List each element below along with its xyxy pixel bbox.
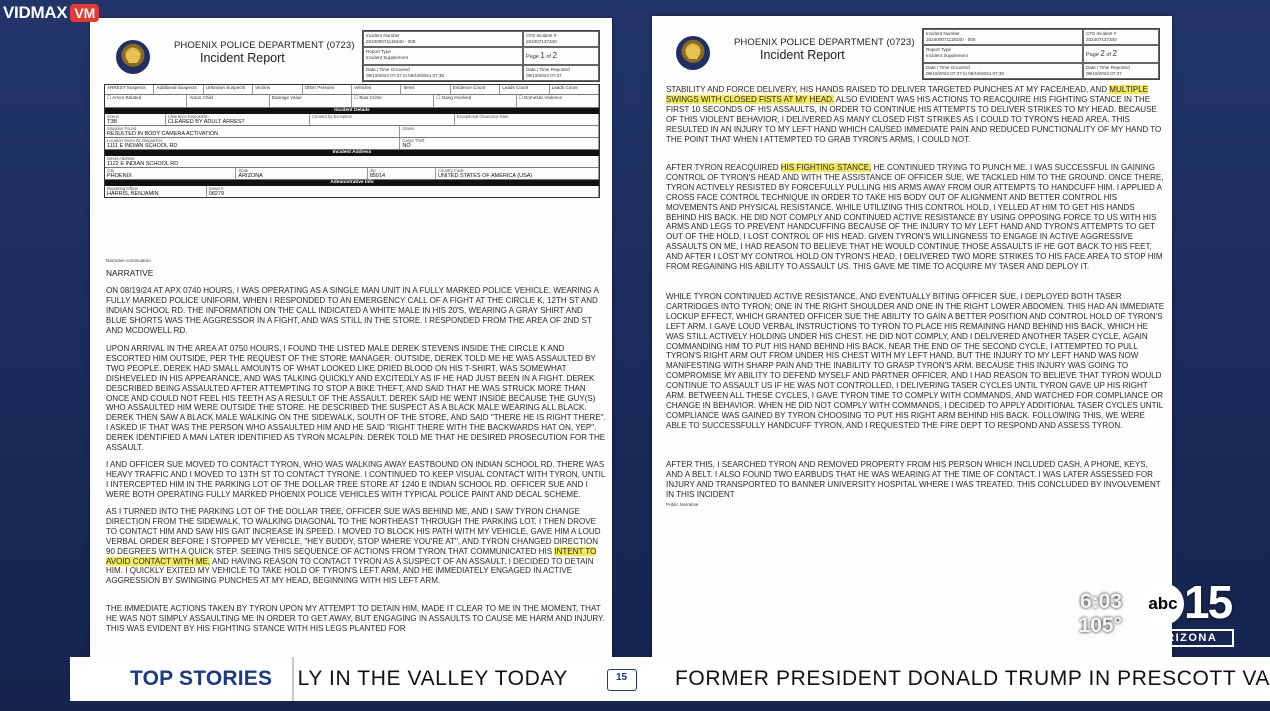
gang-involved-check: ☐ Gang Involved [434, 95, 516, 107]
phoenix-police-seal-icon [116, 40, 150, 74]
narrative-paragraph: WHILE TYRON CONTINUED ACTIVE RESISTANCE, AND EVENTUALLY BITING OFFICER SUE, I DEPLOYED BOTH TASER CARTRIDGES INTO TYRON; ONE IN THE RIGHT SHOULDER AND ONE IN THE RIGHT LOWER ABDOMEN. THIS HAD AN IMMEDIATE LOCKUP EFFECT, WHICH GRANTED OFFICER SUE THE ABILITY TO GAIN A BETTER POSITION AND CONTROL HOLD OF TYRON'S LEFT ARM. I GAVE LOUD VERBAL INSTRUCTIONS TO TYRON TO PLACE HIS REMAINING HAND BEHIND HIS BACK, WHICH HE WAS STILL ACTIVELY HOLDING UNDER HIS CHEST. HE DID NOT COMPLY, AND I DELIVERED ANOTHER TASER CYCLE, AGAIN COMMANDING HIM TO PUT HIS HAND BEHIND HIS BACK. NEAR THE END OF THE SECOND CYCLE, I ATTEMPTED TO PULL TYRON'S RIGHT ARM OUT FROM UNDER HIS CHEST WITH MY LEFT HAND, BUT THE INJURY TO MY LEFT HAND WAS NOW MANIFESTING WITH SHARP PAIN AND THE INABILITY TO GRASP TYRON'S ARM. BECAUSE THIS INJURY WAS GOING TO COMPROMISE MY ABILITY TO DEFEND MYSELF AND PARTNER OFFICER, AND I HAD REASON TO BELIEVE THAT TYRON WOULD CONTINUE TO ASSAULT US IF HE WAS NOT CONTROLLED, I DELIVERING TASER CYCLES UNTIL TYRON GAVE UP HIS RIGHT ARM. BETWEEN ALL THESE CYCLES, I GAVE TYRON TIME TO COMPLY WITH COMMANDS, AND WATCHED FOR COMPLIANCE OR CHANGE IN BEHAVIOR. WHEN HE DID NOT COMPLY WITH COMMANDS, I DECIDED TO APPLY ADDITIONAL TASER CYCLES UNTIL COMPLIANCE WAS GAINED BY TYRON CHOOSING TO PUT HIS RIGHT ARM BEHIND HIS BACK. FOLLOWING THIS, WE WERE ABLE TO SUCCESSFULLY HANDCUFF TYRON, AND I REQUESTED THE FIRE DEPT TO RESPOND AND ASSESS TYRON. [666, 292, 1165, 430]
scene-label: Scene [107, 114, 119, 119]
city-label: City [107, 168, 115, 173]
time-temp [1079, 590, 1122, 638]
abc-icon: abc [1142, 583, 1184, 625]
date-label: Date / Time Occurred [366, 67, 410, 72]
vidmax-logo [0, 0, 99, 26]
phoenix-police-seal-icon [676, 36, 710, 70]
report-title: Incident Report [760, 48, 845, 62]
narrative-paragraph [666, 85, 1166, 144]
date-label: Date / Time Occurred [926, 65, 970, 70]
gang-involved-label: Gang Involved [441, 95, 472, 100]
scene-value: T3B [107, 118, 118, 125]
page-total: 2 [1112, 49, 1117, 58]
state-value: ARIZONA [238, 172, 263, 179]
cleared-by-label: Cleared by Exception [312, 114, 352, 119]
cfs-number: 202407137340 [526, 39, 557, 44]
narrative-paragraph: UPON ARRIVAL IN THE AREA AT 0750 HOURS, I FOUND THE LISTED MALE DEREK STEVENS INSIDE THE CIRCLE K AND ESCORTED HIM OUTSIDE, PER THE REQUEST OF THE STORE MANAGER. OUTSIDE, DEREK TOLD ME HE WAS ASSAULTED BY TWO PEOPLE. DEREK HAD SMALL AMOUNTS OF WHAT LOOKED LIKE DRIED BLOOD ON HIS T-SHIRT, WAS SOMEWHAT DISHEVELED IN HIS APPEARANCE, AND WAS TALKING QUICKLY AND EXCITEDLY AS IF HE HAD JUST BEEN IN A FIGHT. DEREK DESCRIBED BEING ASSAULTED AFTER ATTEMPTING TO STOP A BIKE THEFT, AND SAID THAT HE WAS STRUCK MORE THAN ONCE AND COULD NOT FEEL HIS TEETH AS A RESULT OF THE ASSAULT. DEREK SAID HE WENT INSIDE BECAUSE THE GUY(S) WHO ASSAULTED HIM WERE OUTSIDE THE STORE. HE DESCRIBED THE SUSPECT AS A BLACK MALE WEARING ALL BLACK. DEREK THEN SAW A BLACK MALE WALKING ON THE SIDEWALK, SOUTH OF THE STORE, AND SAID "THERE HE IS RIGHT THERE". I ASKED IF THAT WAS THE PERSON WHO ASSAULTED HIM AND HE SAID "RIGHT THERE WITH THE BACKWARDS HAT ON, YEP". DEREK IDENTIFIED A MAN LATER IDENTIFIED AS TYRON MCALPIN. DEREK TOLD ME THAT HE DESIRED PROSECUTION FOR THE ASSAULT. [106, 344, 606, 453]
zip-value: 85014 [369, 172, 386, 179]
narrative-paragraph: AFTER THIS, I SEARCHED TYRON AND REMOVED PROPERTY FROM HIS PERSON WHICH INCLUDED CASH, A PHONE, KEYS, AND A BELT. I ALSO FOUND TWO EARBUDS THAT HE WAS WEARING AT THE TIME OF CONTACT. I WAS LATER ASSESSED FOR INJURY AND TRANSPORTED TO BANNER UNIVERSITY HOSPITAL WHERE I WAS TREATED. THIS CONCLUDED BY INVOLVEMENT IN THIS INCIDENT [666, 460, 1161, 499]
ticker-headline: LY IN THE VALLEY TODAY [297, 666, 569, 690]
narrative-continuation-label: Narrative continuation [106, 258, 151, 263]
date-to: to [963, 71, 967, 76]
dispatch-value: 1111 E INDIAN SCHOOL RD [107, 142, 178, 149]
incident-details-bar: Incident Details [105, 108, 599, 114]
form-tab: Leads Count [500, 85, 549, 94]
date-value-2: 08/19/2024 07:38 [408, 73, 444, 78]
form-tab: ARREST Suspects [105, 85, 154, 94]
incident-address-bar: Incident Address [105, 150, 599, 156]
report-header-box [362, 30, 600, 82]
brand-badge: VM [70, 4, 99, 22]
of-label: of [546, 54, 551, 60]
report-type: Incident Supplement [926, 53, 968, 58]
form-tab: Other Persons [303, 85, 352, 94]
reported-label: Date / Time Reported [1086, 65, 1130, 70]
serial-value: 08279 [208, 190, 225, 197]
of-label: of [1106, 52, 1111, 58]
abc15-mini-logo-icon [607, 669, 637, 691]
situation-label: Situation Found [107, 126, 137, 131]
page-label: Page [526, 54, 539, 60]
reported-value: 08/19/2024 07:37 [1086, 71, 1122, 76]
status-label: Status [402, 126, 415, 131]
reported-label: Date / Time Reported [526, 67, 570, 72]
page-total: 2 [552, 51, 557, 60]
form-tab: Additional Suspects [154, 85, 203, 94]
highlighted-text: INTENT TO AVOID CONTACT WITH ME, [106, 546, 597, 566]
narrative-paragraph: ON 08/19/24 AT APX 0740 HOURS, I WAS OPERATING AS A SINGLE MAN UNIT IN A FULLY MARKED POLICE VEHICLE, WEARING A FULLY MARKED POLICE UNIFORM, WHEN I RESPONDED TO AN EMERGENCY CALL OF A FIGHT AT THE CIRCLE K, 12TH ST AND INDIAN SCHOOL RD. THE INFORMATION ON THE CALL INDICATED A WHITE MALE IN HIS 20'S, WEARING A GRAY SHIRT AND BLUE SHORTS WAS THE AGGRESSOR IN A FIGHT, AND WAS STILL IN THE STORE. I RESPONDED FROM THE AREA OF 2ND ST AND MCDOWELL RD. [106, 286, 599, 335]
street-label: Street Address [107, 156, 135, 161]
station-bug [1078, 576, 1232, 647]
narrative-paragraph: I AND OFFICER SUE MOVED TO CONTACT TYRON, WHO WAS WALKING AWAY EASTBOUND ON INDIAN SCHOOL RD. THERE WAS HEAVY TRAFFIC AND I MOVED TO 13TH ST TO CONTACT TYRONE. I CONTINUED TO KEEP VISUAL CONTACT WITH TYRON, UNTIL I INTERCEPTED HIM IN THE PARKING LOT OF THE DOLLAR TREE STORE AT 1240 E INDIAN SCHOOL RD. OFFICER SUE AND I WERE BOTH OPERATING FULLY MARKED PHOENIX POLICE VEHICLES WITH TYPICAL POLICE PAINT AND DECAL SCHEME. [106, 460, 605, 499]
domestic-violence-label: Domestic Violence [524, 95, 563, 100]
cargo-value: NO [402, 142, 411, 149]
incident-number-label: Incident Number [366, 33, 400, 38]
country-value: UNITED STATES OF AMERICA (USA) [438, 172, 533, 179]
cfs-label: CFS Incident # [1086, 31, 1117, 36]
narrative-text: AND HAVING REASON TO CONTACT TYRON AS A SUSPECT OF AN ASSAULT, I DECIDED TO DETAIN HIM. I QUICKLY EXITED MY VEHICLE TO TAKE HOLD OF TYRON'S LEFT ARM, AND HE IMMEDIATELY ENGAGED IN ACTIVE AGGRESSION BY SWINGING PUNCHES AT MY HEAD, BEGINNING WITH HIS LEFT ARM. [106, 556, 594, 586]
report-type: Incident Supplement [366, 55, 408, 60]
cfs-number: 202407137340 [1086, 37, 1117, 42]
narrative-paragraph [106, 507, 606, 586]
narrative-text: AS I TURNED INTO THE PARKING LOT OF THE DOLLAR TREE, OFFICER SUE WAS BEHIND ME, AND I SAW TYRON CHANGE DIRECTION FROM THE SIDEWALK, TO WALKING DIAGONAL TO THE NORTHEAST THROUGH THE PARKING LOT. I THEN DROVE TO CONTACT HIM AND SAW HIS GAIT INCREASE IN SPEED. I MOVED TO BLOCK HIS PATH WITH MY VEHICLE, GAVE HIM A LOUD VERBAL ORDER BEFORE I STOPPED MY VEHICLE, "HEY BUDDY, STOP WHERE YOU'RE AT", AND TYRON CHANGED DIRECTION 90 DEGREES WITH A QUICK STEP. SEEING THIS SEQUENCE OF ACTIONS FROM TYRON THAT COMMUNICATED HIS [106, 507, 601, 556]
bias-crime-label: Bias Crime [359, 95, 382, 100]
bug-divider [1132, 586, 1134, 642]
current-time: 6:03 [1079, 590, 1122, 613]
form-tab: Leads Count [550, 85, 599, 94]
date-value: 08/19/2024 07:37 [366, 73, 402, 78]
highlighted-text: HIS FIGHTING STANCE, [780, 163, 872, 172]
channel-number: 15 [1184, 576, 1232, 628]
page-label: Page [1086, 52, 1099, 58]
page-number: 1 [540, 51, 545, 60]
form-tab: Evidence Count [451, 85, 500, 94]
reported-value: 08/19/2024 07:37 [526, 73, 562, 78]
incident-number: 202400071118340 - 006 [366, 39, 416, 44]
ticker-logo-number: 15 [615, 672, 628, 684]
form-tab: Victims [253, 85, 302, 94]
public-narrative-label: Public Narrative [666, 502, 699, 507]
officer-value: HARRIS, BENJAMIN [107, 190, 159, 197]
street-value: 1122 E INDIAN SCHOOL RD [107, 160, 179, 167]
clearance-label: Clearance Disposition [167, 114, 209, 119]
country-label: Country Code [438, 168, 464, 173]
bias-crime-check: ☐ Bias Crime [352, 95, 434, 107]
dispatch-label: Location Given By Dispatcher [107, 138, 163, 143]
officer-label: Reporting Officer [107, 186, 139, 191]
incident-number: 202400071118340 - 006 [926, 37, 976, 42]
narrative-heading: NARRATIVE [106, 268, 154, 278]
form-tab: Unknown Suspects [204, 85, 253, 94]
report-header-box [922, 28, 1160, 80]
ticker-scroll [294, 667, 1270, 692]
situation-value: RESULTED IN BODY CAMERA ACTIVATION [107, 130, 219, 137]
highlighted-text: MULTIPLE SWINGS WITH CLOSED FISTS AT MY HEAD. [666, 85, 1149, 104]
ticker-headline: FORMER PRESIDENT DONALD TRUMP IN PRESCOTT VA [674, 666, 1270, 690]
narrative-text: HE CONTINUED TRYING TO PUNCH ME. I WAS SUCCESSFUL IN GAINING CONTROL OF TYRON'S HEAD AND WITH THE ASSISTANCE OF OFFICER SUE, WE TACKLED HIM TO THE GROUND. ONCE THERE, TYRON ACTIVELY RESISTED BY FORCEFULLY PULLING HIS ARMS AWAY FROM OUR ATTEMPTS TO HANDCUFF HIM. I APPLIED A CROSS FACE CONTROL TECHNIQUE IN ORDER TO TAKE HIS BODY OUT OF ALIGNMENT AND BETTER CONTROL HIS MOVEMENTS AND PHYSICAL RESISTANCE. WHILE UTILIZING THIS CONTROL HOLD, I YELLED AT HIM TO GET HIS HANDS BEHIND HIS BACK. HE DID NOT COMPLY AND CONTINUED ACTIVE RESISTANCE BY USING OPPOSING FORCE TO US WITH HIS ARMS AND LEGS TO PREVENT HANDCUFFING BECAUSE OF THE INJURY TO MY LEFT HAND AND TYRON'S ATTEMPTS TO GET OUT OF THE HOLD, I LOST CONTROL OF HIS HEAD. GIVEN TYRON'S WILLINGNESS TO ENGAGE IN ACTIVE AGGRESSIVE ASSAULTS ON ME, I HAD REASON TO BELIEVE THAT HE WOULD CONTINUE THOSE ASSAULTS IF HE GOT BACK TO HIS FEET, AND AFTER I LOST MY CONTROL HOLD ON TYRON'S HEAD, I DELIVERED TWO MORE STRIKES TO HIS FACE AREA TO STOP HIM FROM REGAINING HIS ABILITY TO ASSAULT US. THIS GAVE ME TIME TO ACQUIRE MY TASER AND DEPLOY IT. [666, 163, 1164, 272]
cargo-label: Cargo Theft [402, 138, 425, 143]
report-type-label: Report Type [366, 49, 391, 54]
zip-label: Zip [369, 168, 376, 173]
arson-related-label: Arson Related [112, 95, 142, 100]
admin-info-bar: Administrative Info [105, 180, 599, 186]
narrative-text: STABILITY AND FORCE DELIVERY, HIS HANDS RAISED TO DELIVER TARGETED PUNCHES AT MY FACE/HEAD, AND [666, 85, 1110, 94]
narrative-paragraph [666, 163, 1166, 272]
report-type-label: Report Type [926, 47, 951, 52]
incident-form [104, 84, 600, 198]
arson-child-label: Arson Child [187, 95, 269, 107]
cfs-label: CFS Incident # [526, 33, 557, 38]
narrative-text: ALSO EVIDENT WAS HIS ACTIONS TO REACQUIRE HIS FIGHTING STANCE IN THE FIRST 10 SECONDS OF HIS ASSAULTS, IN ORDER TO CONTINUE HIS ATTEMPTS TO DELIVER STRIKES TO MY HEAD. BECAUSE OF THIS VIOLENT BEHAVIOR, I DELIVERED AS MANY CLOSED FIST STRIKES AS I COULD TO TYRON'S HEAD AREA. THIS RESULTED IN AN INJURY TO MY LEFT HAND WHICH CAUSED IMMEDIATE PAIN AND REDUCED FUNCTIONALITY OF MY HAND TO THE POINT THAT WHEN I ATTEMPTED TO GRAB TYRON'S ARMS, I COULD NOT. [666, 94, 1162, 144]
abc15-logo [1140, 576, 1232, 647]
date-to: to [403, 73, 407, 78]
department-name: PHOENIX POLICE DEPARTMENT (0723) [734, 37, 915, 48]
damage-value-label: Damage Value [270, 95, 352, 107]
serial-label: Serial # [208, 186, 223, 191]
report-page-1 [90, 18, 612, 660]
domestic-violence-check: ☐ Domestic Violence [517, 95, 599, 107]
report-title: Incident Report [200, 51, 285, 65]
region-label: ARIZONA [1140, 629, 1234, 647]
incident-number-label: Incident Number [926, 31, 960, 36]
ticker-label: TOP STORIES [129, 667, 273, 690]
narrative-text: AFTER TYRON REACQUIRED [666, 163, 781, 172]
date-value-2: 08/19/2024 07:38 [968, 71, 1004, 76]
current-temperature: 105° [1078, 614, 1122, 637]
page-number: 2 [1100, 49, 1105, 58]
report-page-2 [652, 16, 1172, 660]
form-tab: Items [401, 85, 450, 94]
form-tab: Vehicles [352, 85, 401, 94]
state-label: State [238, 168, 249, 173]
arson-related-check: ☐ Arson Related [105, 95, 187, 107]
department-name: PHOENIX POLICE DEPARTMENT (0723) [174, 40, 355, 51]
exceptional-label: Exceptional Clearance Date [456, 114, 509, 119]
brand-name: VIDMAX [3, 3, 68, 22]
narrative-paragraph: THE IMMEDIATE ACTIONS TAKEN BY TYRON UPON MY ATTEMPT TO DETAIN HIM, MADE IT CLEAR TO ME IN THE MOMENT, THAT HE WAS NOT SIMPLY ASSAULTING ME IN ORDER TO GET AWAY, BUT ENGAGING IN ASSAULTS TO CAUSE ME HARM AND INJURY. THIS WAS EVIDENT BY HIS FIGHTING STANCE WITH HIS LEGS PLANTED FOR [106, 604, 605, 633]
clearance-value: CLEARED BY ADULT ARREST [167, 118, 245, 125]
city-value: PHOENIX [107, 172, 132, 179]
news-ticker [70, 657, 1270, 701]
date-value: 08/19/2024 07:37 [926, 71, 962, 76]
